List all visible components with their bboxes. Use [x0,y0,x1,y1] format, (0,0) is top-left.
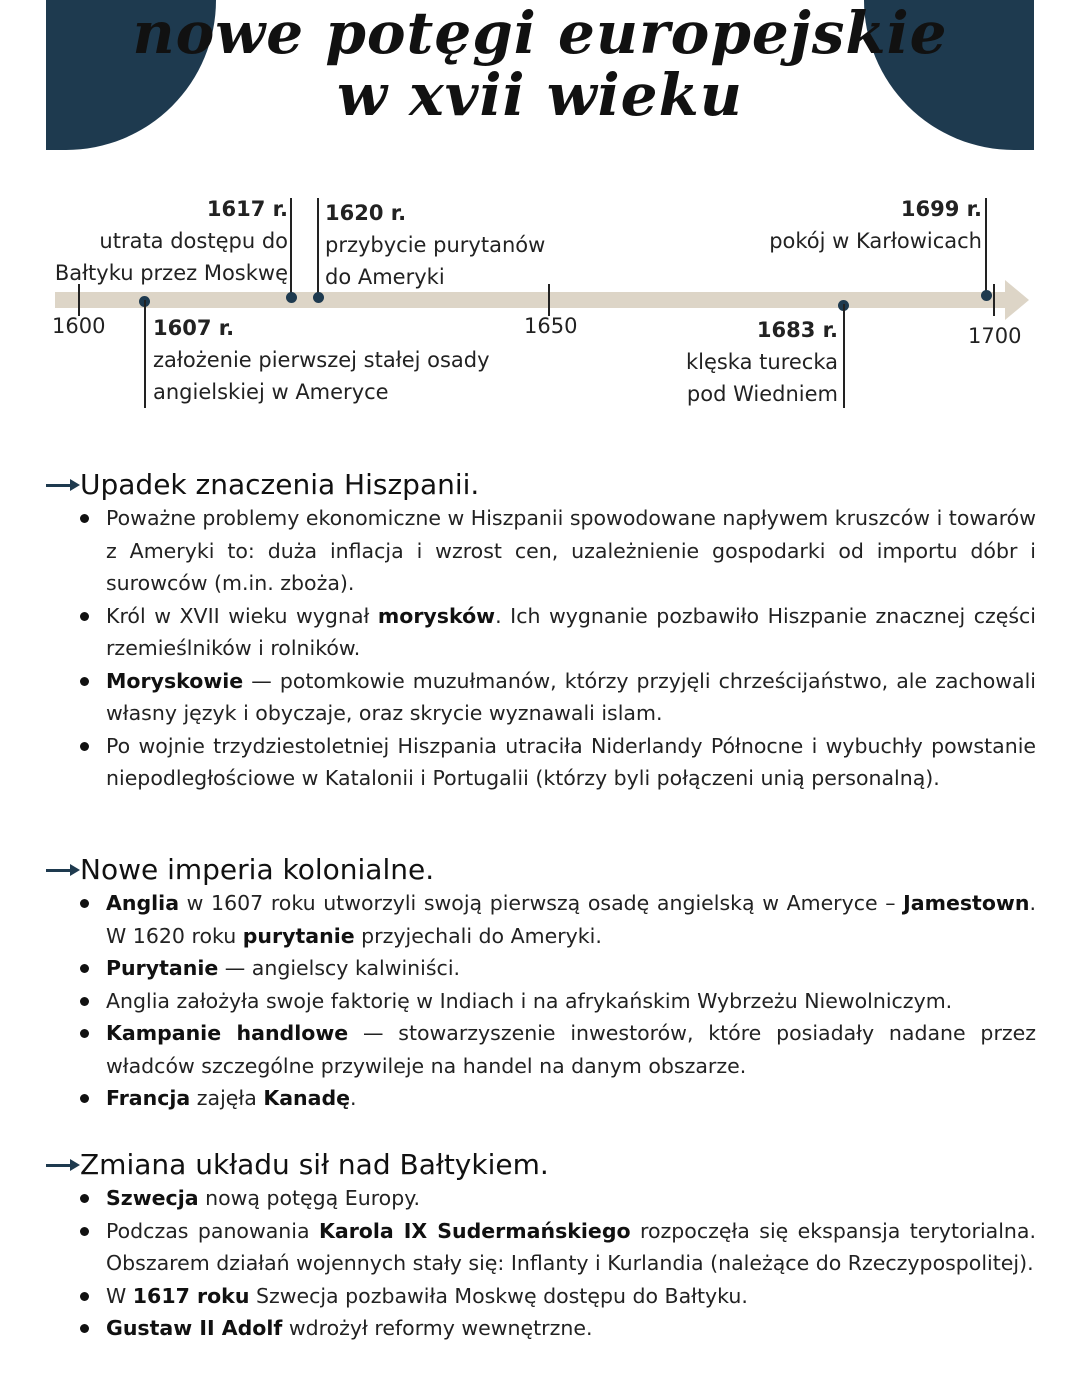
text: przyjechali do Ameryki. [354,923,602,948]
bold-text: Kanadę [263,1086,351,1110]
bold-text: purytanie [242,923,355,948]
section-heading [46,853,1036,887]
timeline-connector-1617 [290,198,292,298]
text: Szwecja pozbawiła Moskwę dostępu do Bałtyku. [249,1283,748,1308]
timeline-arrowhead-icon [1005,280,1029,320]
text: w 1607 roku utworzyli swoją pierwszą osadę angielską w Ameryce – [179,891,904,915]
bullet-icon [80,1324,89,1333]
timeline-bar [55,292,1010,308]
tick-1650 [548,284,550,316]
section-title: Nowe imperia kolonialne. [80,853,435,886]
event-text: pokój w Karłowicach [769,229,982,253]
list-item [46,1082,1036,1115]
timeline-connector-1699 [985,198,987,298]
bold-text: Francja [106,1086,191,1110]
text: Poważne problemy ekonomiczne w Hiszpanii spowodowane napływem kruszców i towarów z Ameryki to: duża inflacja i wzrost cen, uzależnienie gospodarki od importu dóbr i surowców (m.in. zboża). [106,506,1036,595]
text: — potomkowie muzułmanów, którzy przyjęli chrześcijaństwo, ale zachowali własny język i obyczaje, oraz skrycie wyznawali islam. [106,668,1036,725]
bullet-icon [80,1292,89,1301]
bullet-icon [80,742,89,751]
list-item [46,1280,1036,1313]
text: — stowarzyszenie inwestorów, które posiadały nadane przez władców szczególne przywileje na handel na danym obszarze. [106,1021,1036,1078]
section-heading [46,1148,1036,1182]
title-line-2: w xvii wieku [337,61,743,129]
bullet-icon [80,1094,89,1103]
event-1699 [769,193,982,257]
event-text: klęska turecka [685,350,838,374]
list-item [46,887,1036,952]
title-line-1: nowe potęgi europejskie [132,0,948,67]
event-text: do Ameryki [325,265,445,289]
bullet-icon [80,514,89,523]
event-text: utrata dostępu do [99,229,288,253]
timeline-connector-1607 [144,300,146,408]
list-item [46,1182,1036,1215]
tick-1700 [993,284,995,316]
arrow-right-icon [46,475,80,495]
text: Po wojnie trzydziestoletniej Hiszpania utraciła Niderlandy Północne i wybuchły powstanie niepodległościowe w Katalonii i Portugalii (którzy byli połączeni unią personalną). [106,733,1036,790]
section-colonial-empires [46,853,1036,1115]
list-item [46,600,1036,665]
list-item [46,1215,1036,1280]
event-1683 [686,314,838,410]
event-1617 [55,193,288,289]
bullet-icon [80,899,89,908]
bullet-list [46,502,1036,795]
text: . Ich wygnanie pozbawiło Hiszpanie znacznej części rzemieślników i rolników. [106,603,1037,660]
axis-label-1600: 1600 [52,314,106,338]
list-item [46,665,1036,730]
section-title: Zmiana układu sił nad Bałtykiem. [80,1148,549,1181]
bold-text: Purytanie [106,956,219,980]
bold-text: Karola IX Sudermańskiego [318,1218,631,1243]
timeline-connector-1620 [317,198,319,298]
text: W [106,1283,133,1308]
bullet-list [46,1182,1036,1345]
timeline-dot-1620 [313,292,324,303]
section-title: Upadek znaczenia Hiszpanii. [80,468,480,501]
list-item [46,1017,1036,1082]
text: Podczas panowania [106,1218,319,1243]
text: Król w XVII wieku wygnał [106,603,378,628]
axis-label-1650: 1650 [524,314,578,338]
bold-text: morysków [377,603,496,628]
bullet-icon [80,1194,89,1203]
text: zajęła [190,1086,264,1110]
event-text: założenie pierwszej stałej osady [153,348,490,372]
section-baltic [46,1148,1036,1345]
arrow-right-icon [46,860,80,880]
event-text: angielskiej w Ameryce [153,380,389,404]
text: — angielscy kalwiniści. [218,956,461,980]
timeline-connector-1683 [843,304,845,408]
text: nową potęgą Europy. [198,1186,420,1210]
event-year: 1683 r. [756,318,838,342]
bullet-icon [80,964,89,973]
section-heading [46,468,1036,502]
event-text: przybycie purytanów [325,233,546,257]
event-year: 1607 r. [153,316,235,340]
event-year: 1617 r. [206,197,288,221]
arrow-right-icon [46,1155,80,1175]
event-year: 1620 r. [325,201,407,225]
bold-text: Gustaw II Adolf [106,1316,283,1340]
bold-text: Anglia [106,891,180,915]
bullet-icon [80,612,89,621]
bullet-icon [80,677,89,686]
event-text: pod Wiedniem [686,382,838,406]
list-item [46,985,1036,1018]
event-1607 [153,312,490,408]
bold-text: 1617 roku [132,1283,250,1308]
bullet-icon [80,1029,89,1038]
text: . W 1620 roku [106,891,1036,948]
text: rozpoczęła się ekspansja terytorialna. Obszarem działań wojennych stały się: Inflanty i Kurlandia (należące do Rzeczypospolitej). [106,1218,1036,1275]
bold-text: Jamestown [903,891,1030,915]
bullet-icon [80,997,89,1006]
bold-text: Szwecja [106,1186,199,1210]
event-year: 1699 r. [900,197,982,221]
axis-label-1700: 1700 [968,324,1022,348]
section-spain [46,468,1036,795]
bold-text: Kampanie handlowe [106,1021,349,1045]
list-item [46,952,1036,985]
text: Anglia założyła swoje faktorię w Indiach i na afrykańskim Wybrzeżu Niewolniczym. [106,988,953,1013]
event-1620 [325,197,545,293]
bold-text: Moryskowie [106,668,244,693]
timeline-dot-1617 [286,292,297,303]
text: . [350,1086,357,1110]
bullet-icon [80,1227,89,1236]
list-item [46,502,1036,600]
list-item [46,730,1036,795]
timeline [0,0,1080,430]
timeline-dot-1699 [981,290,992,301]
list-item [46,1312,1036,1345]
text: wdrożył reformy wewnętrzne. [282,1316,593,1340]
event-text: Bałtyku przez Moskwę [54,261,288,285]
bullet-list [46,887,1036,1115]
